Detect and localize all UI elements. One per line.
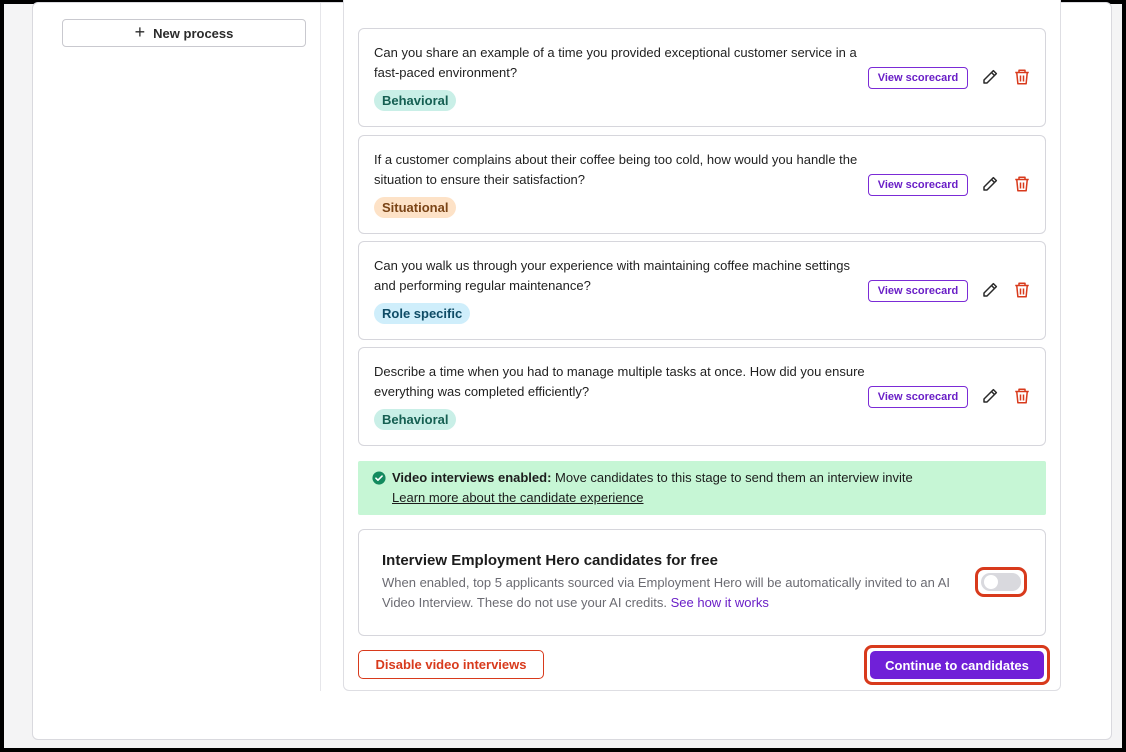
see-how-it-works-link[interactable]: See how it works bbox=[670, 595, 769, 610]
hero-desc-text: When enabled, top 5 applicants sourced via Employment Hero will be automatically invited to an AI Video Interview. These do not use your AI credits. bbox=[382, 575, 950, 610]
pencil-icon[interactable] bbox=[981, 68, 999, 86]
toggle-highlight bbox=[975, 567, 1027, 597]
banner-message bbox=[392, 468, 913, 488]
view-scorecard-button[interactable]: View scorecard bbox=[868, 386, 968, 408]
question-item bbox=[358, 347, 1046, 446]
app-frame bbox=[4, 4, 1122, 748]
interview-questions-card bbox=[343, 0, 1061, 691]
question-text: If a customer complains about their coffee being too cold, how would you handle the situation to ensure their satisfaction? bbox=[374, 152, 858, 187]
question-type-tag: Situational bbox=[374, 197, 456, 218]
hero-title: Interview Employment Hero candidates for free bbox=[382, 552, 718, 569]
question-text: Can you share an example of a time you provided exceptional customer service in a fast-paced environment? bbox=[374, 45, 857, 80]
new-process-label: New process bbox=[153, 25, 234, 41]
trash-icon[interactable] bbox=[1013, 281, 1031, 299]
trash-icon[interactable] bbox=[1013, 68, 1031, 86]
banner-body: Move candidates to this stage to send them an interview invite bbox=[551, 470, 913, 485]
trash-icon[interactable] bbox=[1013, 175, 1031, 193]
question-text: Can you walk us through your experience with maintaining coffee machine settings and performing regular maintenance? bbox=[374, 258, 850, 293]
new-process-button[interactable] bbox=[62, 19, 306, 47]
view-scorecard-button[interactable]: View scorecard bbox=[868, 67, 968, 89]
pencil-icon[interactable] bbox=[981, 175, 999, 193]
view-scorecard-button[interactable]: View scorecard bbox=[868, 174, 968, 196]
sidebar bbox=[33, 3, 321, 691]
hero-description bbox=[382, 573, 967, 613]
employment-hero-card bbox=[358, 529, 1046, 636]
video-interviews-banner bbox=[358, 461, 1046, 515]
disable-video-interviews-button[interactable]: Disable video interviews bbox=[358, 650, 544, 679]
continue-highlight bbox=[864, 645, 1050, 685]
trash-icon[interactable] bbox=[1013, 387, 1031, 405]
question-item bbox=[358, 135, 1046, 234]
candidate-experience-link[interactable]: Learn more about the candidate experience bbox=[392, 490, 644, 505]
pencil-icon[interactable] bbox=[981, 387, 999, 405]
question-text: Describe a time when you had to manage multiple tasks at once. How did you ensure everything was completed efficiently? bbox=[374, 364, 865, 399]
question-item bbox=[358, 241, 1046, 340]
toggle-knob bbox=[984, 575, 998, 589]
check-circle-icon bbox=[372, 471, 386, 485]
main-panel bbox=[32, 2, 1112, 740]
view-scorecard-button[interactable]: View scorecard bbox=[868, 280, 968, 302]
plus-icon: + bbox=[134, 22, 146, 42]
continue-to-candidates-button[interactable]: Continue to candidates bbox=[870, 651, 1044, 679]
question-type-tag: Role specific bbox=[374, 303, 470, 324]
question-type-tag: Behavioral bbox=[374, 90, 456, 111]
banner-bold: Video interviews enabled: bbox=[392, 470, 552, 485]
question-type-tag: Behavioral bbox=[374, 409, 456, 430]
pencil-icon[interactable] bbox=[981, 281, 999, 299]
free-interview-toggle[interactable] bbox=[981, 573, 1021, 591]
question-item bbox=[358, 28, 1046, 127]
